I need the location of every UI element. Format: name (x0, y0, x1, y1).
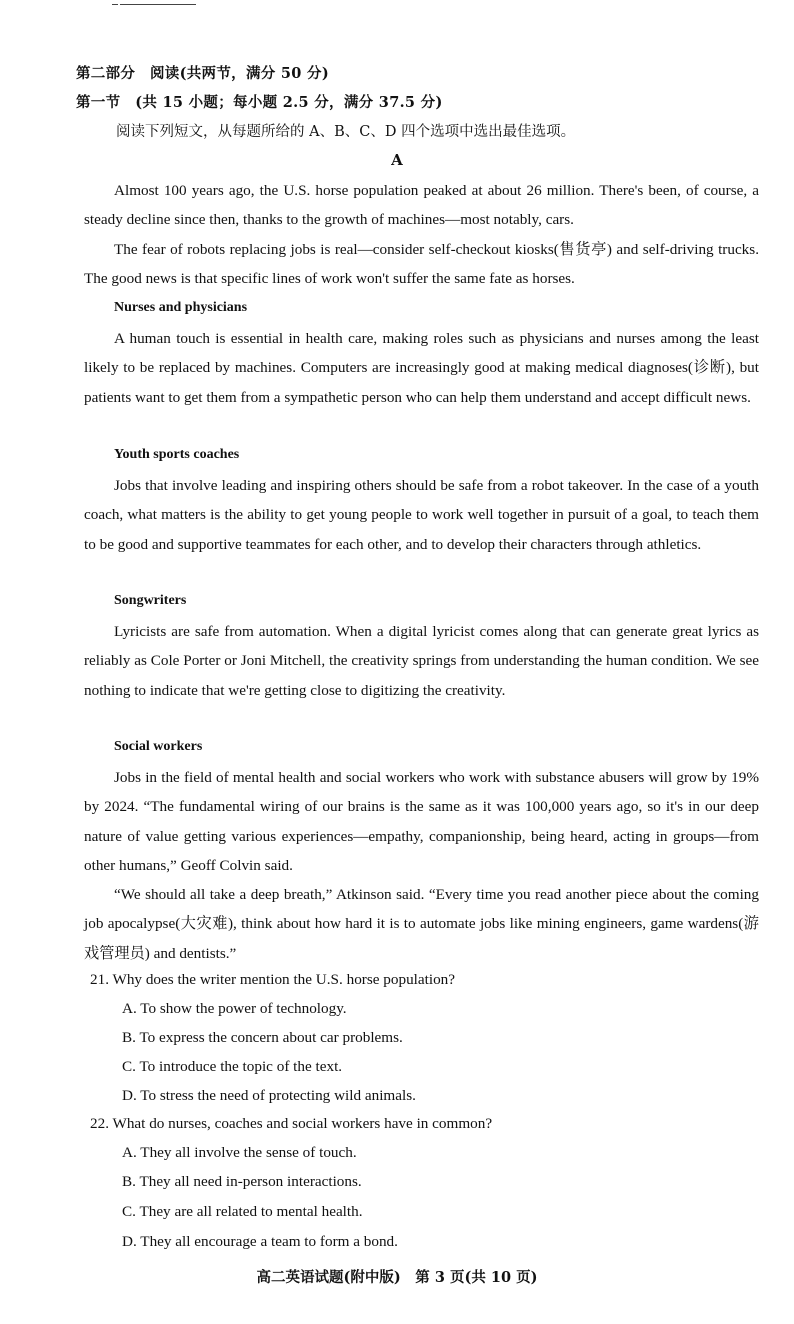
q21-option-c: C. To introduce the topic of the text. (122, 1058, 343, 1075)
passage-label: A (391, 151, 403, 169)
question-22: 22. What do nurses, coaches and social workers have in common? (90, 1115, 493, 1132)
subsection-title: 第一节 (共 15 小题；每小题 2.5 分，满分 37.5 分) (76, 94, 443, 111)
q22-option-d: D. They all encourage a team to form a bond. (122, 1233, 398, 1250)
paragraph-7: “We should all take a deep breath,” Atkinson said. “Every time you read another piece about the coming job apocalypse(大灾难), think about how hard it is to automate jobs like mining engineers, game wardens(游戏管理员) and dentists.” (84, 886, 759, 962)
subhead-nurses: Nurses and physicians (114, 300, 248, 315)
page-footer: 高二英语试题(附中版) 第 3 页(共 10 页) (256, 1269, 538, 1286)
paragraph-4: Jobs that involve leading and inspiring others should be safe from a robot takeover. In the case of a youth coach, what matters is the ability to get young people to work well together in pursuit of a goal, to teach them to be good and supportive teammates for each other, and to develop their characters through athletics. (84, 477, 759, 553)
header-mark-line (120, 4, 196, 5)
q22-option-b: B. They all need in-person interactions. (122, 1173, 362, 1190)
question-21: 21. Why does the writer mention the U.S. horse population? (90, 971, 455, 988)
q22-option-a: A. They all involve the sense of touch. (122, 1144, 357, 1161)
q21-option-a: A. To show the power of technology. (122, 1000, 347, 1017)
subhead-coaches: Youth sports coaches (114, 447, 240, 462)
paragraph-1: Almost 100 years ago, the U.S. horse population peaked at about 26 million. There's been, of course, a steady decline since then, thanks to the growth of machines—most notably, cars. (84, 182, 759, 229)
q21-option-d: D. To stress the need of protecting wild animals. (122, 1087, 416, 1104)
part-title: 第二部分 阅读(共两节，满分 50 分) (76, 65, 329, 82)
paragraph-3: A human touch is essential in health care, making roles such as physicians and nurses among the least likely to be replaced by machines. Computers are increasingly good at making medical diagnoses(诊断), but patients want to get them from a sympathetic person who can help them understand and accept difficult news. (84, 330, 759, 406)
subhead-songwriters: Songwriters (114, 593, 187, 608)
paragraph-2: The fear of robots replacing jobs is real—consider self-checkout kiosks(售货亭) and self-driving trucks. The good news is that specific lines of work won't suffer the same fate as horses. (84, 241, 759, 288)
header-mark-dash (112, 4, 118, 5)
subhead-social-workers: Social workers (114, 739, 203, 754)
q21-option-b: B. To express the concern about car problems. (122, 1029, 403, 1046)
paragraph-6: Jobs in the field of mental health and social workers who work with substance abusers will grow by 19% by 2024. “The fundamental wiring of our brains is the same as it was 100,000 years ago, so it's in our deep nature of value getting various experiences—empathy, companionship, being heard, acting in groups—from other humans,” Geoff Colvin said. (84, 769, 759, 874)
paragraph-5: Lyricists are safe from automation. When a digital lyricist comes along that can generate great lyrics as reliably as Cole Porter or Joni Mitchell, the creativity springs from understanding the human condition. We see nothing to indicate that we're getting close to digitizing the creativity. (84, 623, 759, 699)
q22-option-c: C. They are all related to mental health. (122, 1203, 363, 1220)
instruction-text: 阅读下列短文，从每题所给的 A、B、C、D 四个选项中选出最佳选项。 (116, 124, 576, 140)
